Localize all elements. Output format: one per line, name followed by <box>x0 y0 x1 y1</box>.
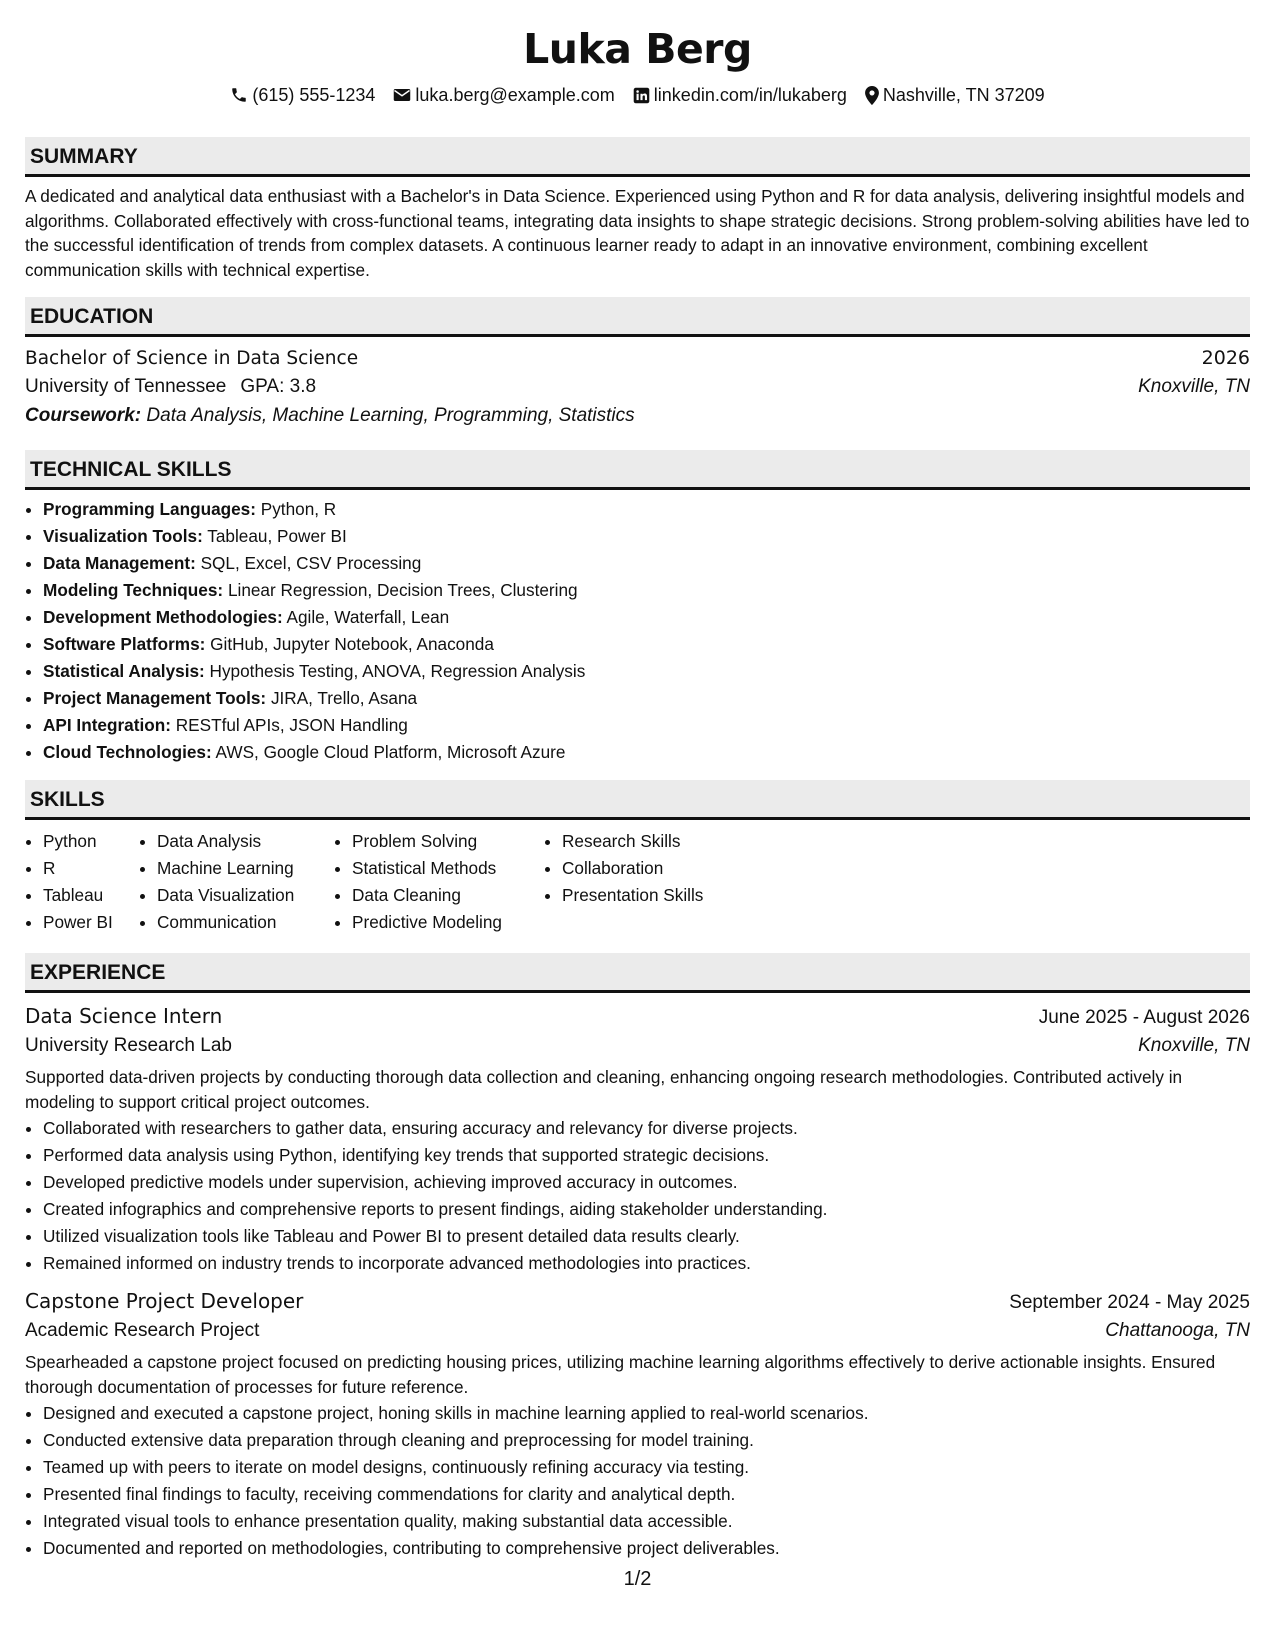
skill-category: Project Management Tools: <box>43 688 267 708</box>
list-item: • Remained informed on industry trends to incorporate advanced methodologies into practices. <box>43 1250 1250 1277</box>
contact-location <box>865 84 1045 106</box>
skill-category: Cloud Technologies: <box>43 742 212 762</box>
skill-category: API Integration: <box>43 715 171 735</box>
list-item: • Documented and reported on methodologies, contributing to comprehensive project deliverables. <box>43 1535 1250 1562</box>
graduation-year: 2026 <box>1201 347 1250 369</box>
list-item: • Statistical Methods <box>352 855 544 882</box>
skills-heading: SKILLS <box>25 780 1250 820</box>
job-bullets <box>25 1115 1250 1277</box>
map-pin-icon <box>865 86 879 105</box>
contact-phone <box>230 84 375 106</box>
list-item: • Integrated visual tools to enhance presentation quality, making substantial data accessible. <box>43 1508 1250 1535</box>
list-item: • Data Cleaning <box>352 882 544 909</box>
location-text: Nashville, TN 37209 <box>882 85 1045 105</box>
list-item: • Created infographics and comprehensive reports to present findings, aiding stakeholder understanding. <box>43 1196 1250 1223</box>
skill-values: GitHub, Jupyter Notebook, Anaconda <box>210 634 494 654</box>
list-item: • Data Visualization <box>157 882 334 909</box>
skill-values: Tableau, Power BI <box>207 526 347 546</box>
envelope-icon <box>393 87 411 103</box>
email-link[interactable]: luka.berg@example.com <box>415 85 615 105</box>
list-item: • Power BI <box>43 909 139 936</box>
skills-column-2 <box>139 828 334 936</box>
list-item: • Teamed up with peers to iterate on model designs, continuously refining accuracy via testing. <box>43 1454 1250 1481</box>
skills-column-4 <box>544 828 744 936</box>
list-item <box>43 739 1250 766</box>
skill-values: SQL, Excel, CSV Processing <box>200 553 422 573</box>
job-location: Chattanooga, TN <box>1105 1320 1250 1341</box>
skill-values: JIRA, Trello, Asana <box>270 688 418 708</box>
technical-skills-list <box>25 496 1250 766</box>
contact-bar <box>25 84 1250 106</box>
list-item: • Collaborated with researchers to gather data, ensuring accuracy and relevancy for diverse projects. <box>43 1115 1250 1142</box>
job-entry <box>25 1286 1250 1562</box>
education-degree-row <box>25 345 1250 372</box>
phone-text: (615) 555-1234 <box>252 85 376 105</box>
coursework-list: Data Analysis, Machine Learning, Programming, Statistics <box>146 405 635 426</box>
skills-columns <box>25 828 1250 936</box>
skills-column-1 <box>25 828 139 936</box>
skills-column-3 <box>334 828 544 936</box>
education-heading: EDUCATION <box>25 297 1250 337</box>
list-item: • Utilized visualization tools like Tableau and Power BI to present detailed data results clearly. <box>43 1223 1250 1250</box>
coursework <box>25 401 1250 431</box>
job-description: Supported data-driven projects by conducting thorough data collection and cleaning, enhancing ongoing research methodologies. Contributed actively in modeling to support critical project outcomes. <box>25 1067 1183 1112</box>
job-description: Spearheaded a capstone project focused on predicting housing prices, utilizing machine learning algorithms effectively to derive actionable insights. Ensured thorough documentation of processes for future reference. <box>25 1352 1216 1397</box>
list-item <box>43 685 1250 712</box>
coursework-label: Coursework: <box>25 405 142 426</box>
skill-category: Data Management: <box>43 553 196 573</box>
experience-heading: EXPERIENCE <box>25 953 1250 993</box>
school-name: University of Tennessee <box>25 376 227 397</box>
list-item <box>43 712 1250 739</box>
summary-heading: SUMMARY <box>25 137 1250 177</box>
job-org-row <box>25 1316 1250 1346</box>
job-org-row <box>25 1031 1250 1061</box>
technical-skills-heading: TECHNICAL SKILLS <box>25 450 1250 490</box>
page-number: 1/2 <box>623 1568 652 1590</box>
job-title-row <box>25 1286 1250 1316</box>
skill-values: RESTful APIs, JSON Handling <box>175 715 408 735</box>
job-title: Capstone Project Developer <box>25 1289 304 1313</box>
skill-values: Agile, Waterfall, Lean <box>286 607 450 627</box>
job-location: Knoxville, TN <box>1138 1035 1250 1056</box>
job-bullets <box>25 1400 1250 1562</box>
degree-title: Bachelor of Science in Data Science <box>25 348 359 369</box>
list-item <box>43 631 1250 658</box>
summary-text: A dedicated and analytical data enthusiast with a Bachelor's in Data Science. Experienced using Python and R for data analysis, delivering insightful models and algorithms. Collaborated effectively with cross-functional teams, integrating data insights to shape strategic decisions. Strong problem-solving abilities have led to the successful identification of trends from complex datasets. A continuous learner ready to adapt in an innovative environment, combining excellent communication skills with technical expertise. <box>25 186 1250 280</box>
skill-category: Statistical Analysis: <box>43 661 205 681</box>
list-item: • Machine Learning <box>157 855 334 882</box>
list-item: • Tableau <box>43 882 139 909</box>
job-org: University Research Lab <box>25 1035 232 1056</box>
phone-icon <box>230 86 248 104</box>
school-info <box>25 372 316 401</box>
job-entry <box>25 1001 1250 1277</box>
list-item: • Data Analysis <box>157 828 334 855</box>
candidate-name: Luka Berg <box>523 25 752 73</box>
skill-values: Python, R <box>260 499 337 519</box>
linkedin-icon <box>633 87 650 104</box>
list-item <box>43 550 1250 577</box>
job-org: Academic Research Project <box>25 1320 260 1341</box>
education-school-row <box>25 372 1250 401</box>
job-dates: September 2024 - May 2025 <box>1009 1292 1250 1313</box>
list-item <box>43 496 1250 523</box>
contact-email[interactable] <box>393 84 614 106</box>
skill-values: AWS, Google Cloud Platform, Microsoft Azure <box>215 742 566 762</box>
list-item <box>43 577 1250 604</box>
list-item: • Designed and executed a capstone project, honing skills in machine learning applied to real-world scenarios. <box>43 1400 1250 1427</box>
contact-linkedin[interactable] <box>633 84 847 106</box>
list-item: • Developed predictive models under supervision, achieving improved accuracy in outcomes. <box>43 1169 1250 1196</box>
linkedin-link[interactable]: linkedin.com/in/lukaberg <box>653 85 847 105</box>
skill-category: Development Methodologies: <box>43 607 283 627</box>
list-item: • R <box>43 855 139 882</box>
resume-page <box>25 0 1250 1562</box>
job-title: Data Science Intern <box>25 1004 223 1028</box>
skill-category: Modeling Techniques: <box>43 580 224 600</box>
list-item: • Communication <box>157 909 334 936</box>
job-dates: June 2025 - August 2026 <box>1038 1007 1250 1028</box>
list-item: • Problem Solving <box>352 828 544 855</box>
list-item <box>43 523 1250 550</box>
list-item: • Conducted extensive data preparation through cleaning and preprocessing for model training. <box>43 1427 1250 1454</box>
skill-category: Programming Languages: <box>43 499 256 519</box>
list-item: • Presented final findings to faculty, receiving commendations for clarity and analytical depth. <box>43 1481 1250 1508</box>
list-item: • Presentation Skills <box>562 882 744 909</box>
list-item: • Predictive Modeling <box>352 909 544 936</box>
skill-values: Linear Regression, Decision Trees, Clustering <box>227 580 578 600</box>
school-location: Knoxville, TN <box>1138 376 1250 397</box>
list-item: • Performed data analysis using Python, identifying key trends that supported strategic decisions. <box>43 1142 1250 1169</box>
list-item: • Python <box>43 828 139 855</box>
skill-category: Software Platforms: <box>43 634 206 654</box>
list-item <box>43 658 1250 685</box>
skill-category: Visualization Tools: <box>43 526 203 546</box>
job-title-row <box>25 1001 1250 1031</box>
skill-values: Hypothesis Testing, ANOVA, Regression Analysis <box>209 661 586 681</box>
list-item: • Collaboration <box>562 855 744 882</box>
list-item <box>43 604 1250 631</box>
list-item: • Research Skills <box>562 828 744 855</box>
gpa: GPA: 3.8 <box>240 376 317 397</box>
